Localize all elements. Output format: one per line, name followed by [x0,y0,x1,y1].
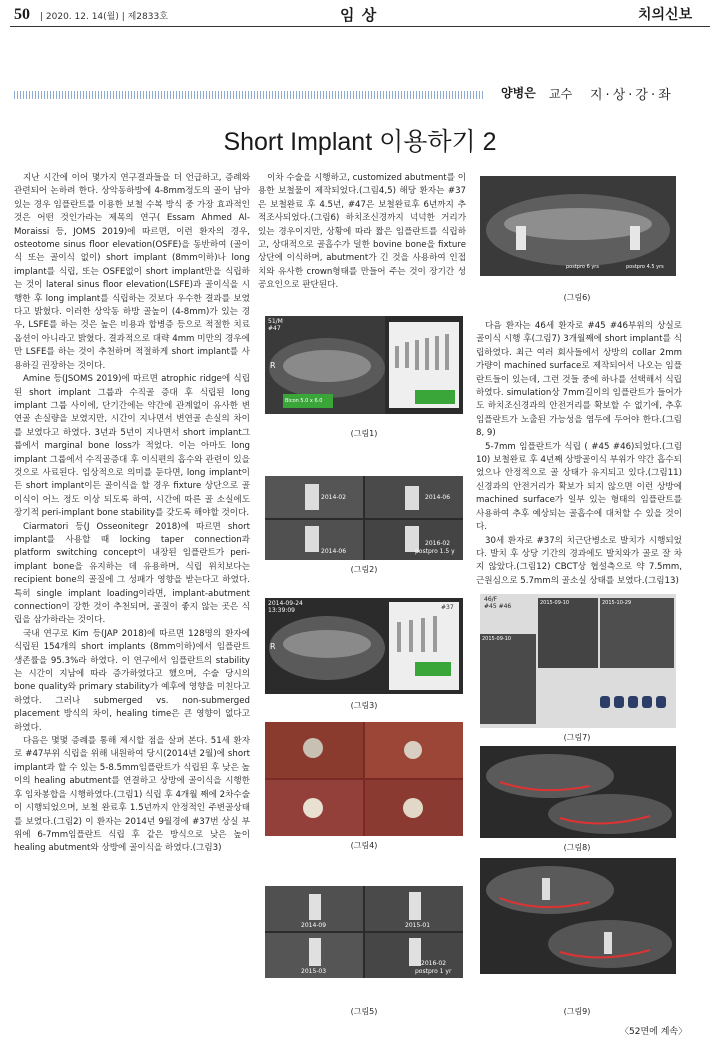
figure-label: 2015-03 [301,968,327,975]
cbct-xray-image [480,858,676,974]
figure-1-caption: (그림1) [350,429,378,438]
figure-5-caption: (그림5) [350,1007,378,1016]
figure-9-caption: (그림9) [563,1007,591,1016]
figure-label: postpro 6 yrs [566,264,599,270]
figure-label: 2015-01 [405,922,431,929]
figure-3 [265,598,463,694]
page-number: 50 [14,6,30,23]
publication-name: 치의신보 [638,7,693,23]
figure-label: 2014-02 [321,494,347,501]
figure-6-caption: (그림6) [563,293,591,302]
figure-9 [480,858,676,974]
figure-8 [480,746,676,838]
paragraph: Ciarmatori 등(J Osseonitegr 2018)에 따르면 short implant를 사용할 때 locking taper connection과 platform switching concept이 내장된 임플란트가 peri-implant bone을 유지하는 데 유용하며, 식립 위치보다는 recipient bone의 골질에 그 성패가 영향을 받는다고 하였다. 특히 single implant loading이라면, implant-abutment connection이 강한 것이 추천되며, 골질이 좋지 않는 곳은 식립을 삼가하라는 것이다. [14,521,250,626]
figure-label: postpro 1 yr [415,968,452,975]
article-column-1 [14,172,250,1024]
figure-label: 2014-06 [321,548,347,555]
figure-label: 2015-09-10 [540,600,570,606]
figure-4 [265,722,463,836]
figure-label: R [270,642,276,651]
paragraph: Amine 등(JSOMS 2019)에 따르면 atrophic ridge에 식립된 short implant 그룹과 수직골 증대 후 식립된 long implant 그룹 사이에, 단기간에는 약간에 관계없이 유사한 변연골 손실량을 보였지만, 시간이 지나면서 변연골 손실의 차이를 보였다고 하였다. 3년과 5년이 지나면서 short implant그룹에서 marginal bone loss가 적었다. 이는 아마도 long implant 그룹에서 수직골증대 후 이식편의 흡수와 관련이 있을 것으로 사료된다. 임상적으로 의미를 둔다면, long implant이든 short implant이든 골이식을 할 경우 fixture 상단으로 골이식이 어느 정도 이상 되도록 하여, 시간에 따른 골 소실에도 장기적 peri-implant bone stability를 갖도록 해야할 것이다. [14,374,250,519]
figure-label: postpro 1.5 y [415,548,455,555]
figure-1 [265,316,463,414]
figure-4-caption: (그림4) [350,841,378,850]
section-name: 임 상 [340,6,378,24]
figure-label: #45 #46 [484,603,512,610]
figure-label: #47 [268,325,281,332]
figure-2-caption: (그림2) [350,565,378,574]
figure-label: 2014-09-24 [268,600,303,607]
paragraph: 30세 환자로 #37의 치근단병소로 발치가 시행되었다. 발치 후 상당 기간의 경과에도 발치와가 골로 잘 차지 않았다.(그림12) CBCT상 협설측으로 약 7.5mm, 근원심으로 5.7mm의 골소실 상태를 보였다.(그림13) [476,535,682,586]
article-title: Short Implant 이용하기 2 [223,128,497,156]
author-title: 교수 [549,87,573,101]
figure-7 [480,594,676,728]
paragraph: 이차 수술을 시행하고, customized abutment를 이용한 보철물이 제작되었다.(그림4,5) 해당 환자는 #37은 보철완료 후 4.5년, #47은 보철완료후 6년까지 추적조사되었다.(그림6) 하치조신경까지 넉넉한 거리가 있는 경우이지만, 상황에 따라 짧은 임플란트를 식립하고, 상대적으로 골흡수가 덜한 bovine bone을 fixture상단에 이식하며, abutment가 긴 것을 사용하여 인접치와 유사한 crown형태를 만들어 주는 것이 장기간 성공요인으로 판단된다. [258,173,466,291]
figure-label: #37 [441,604,454,611]
figure-label: 13:39:09 [268,607,295,614]
intraoral-photo-image [265,722,463,836]
paragraph: 다음 환자는 46세 환자로 #45 #46부위의 상실로 골이식 시행 후(그림7) 3개월째에 short implant를 식립하였다. 최근 여러 회사들에서 상방의 collar 2mm가량이 machined surface로 제작되어서 나오는 임플란트들이 있는데, 그런 것들 중에 하나를 선택해서 식립하였다. simulation상 7mm길이의 임플란트가 들어가도 하치조신경과의 안전거리를 확보할 수 없기에, 추후 임플란트가 노출된 가능성을 염두에 두어야 한다.(그림8, 9) [476,321,682,439]
panoramic-xray-image [480,176,676,276]
author-name: 양병은 [501,86,536,100]
figure-label: 2014-09 [301,922,327,929]
figure-2 [265,476,463,560]
paragraph: 국내 연구로 Kim 등(JAP 2018)에 따르면 128명의 환자에 식립된 154개의 short implants (8mm이하)에서 임플란트 생존률을 95.3%라 하였다. 이 연구에서 임플란트의 stability는 시간이 지남에 따라 증가하였다고 했으며, 수술 당시의 bone quality와 primary stability가 예후에 영향을 미친다고 하였다. 그러나 submerged vs. non-submerged placement 방식의 차이, healing time은 큰 영향이 없다고 하였다. [14,628,250,733]
column-banner [14,88,714,102]
figure-6 [480,176,676,276]
cbct-xray-image [480,746,676,838]
figure-label: 2015-10-29 [602,600,632,606]
paragraph: 지난 시간에 이어 몇가지 연구결과들을 더 언급하고, 증례와 관련되어 논하려 한다. 상악동하방에 4-8mm정도의 골이 남아 있는 경우 임플란트를 이용한 보철 수복 방식 중 가장 효과적인 것은 어떤 것인가라는 제목의 연구( Essam Ahmed Al-Moraissi 등, JOMS 2019)에 따르면, 이런 환자의 경우, osteotome sinus floor elevation(OSFE)을 동반하여 (골이식 또는 골이식 없이) short implant (8mm이하)나 long implant를 식립, 또는 OSFE없이 short implant만을 식립하는 것이 lateral sinus floor elevation(LSFE)과 골이식을 시행한 후 long implant를 식립하는 것보다 우수한 결과를 보였다고 밝혔다. 이러한 상악동 하방 골높이 (4-8mm)가 있는 경우, LSFE를 하는 것은 높은 비용과 합병증 등으로 적절한 치료옵션이 아니라고 밝혔다. 결과적으로 대략 4mm 미만의 경우에만 LSFE를 하는 것이 추천하며 적절하게 short implant를 사용하길 권장하는 것이다. [14,173,250,371]
paragraph: 다음은 몇몇 증례를 통해 제시할 점을 살펴 본다. 51세 환자로 #47부위 식립을 위해 내원하여 당시(2014년 2월)에 short implant과 할 수 있는 5-8.5mm임플란트가 식립된 후 낮은 높이의 healing abutment를 연결하고 상방에 골이식을 시행한 후 임차봉합을 시행하였다.(그림1) 식립 후 4개월 째에 2차수술이 시행되었으며, 보철 완료후 1.5년까지 안정적인 주변골상태를 보였다.(그림2) 이 환자는 2014년 9월경에 #37번 상실 부위에 6-7mm임플란트 식립 후 같은 방식으로 낮은 높이 healing abutment와 상방에 골이식을 하였다.(그림3) [14,736,250,854]
continuation-note: 〈52면에 계속〉 [620,1027,688,1037]
paragraph: 5-7mm 임플란트가 식립 ( #45 #46)되었다.(그림10) 보철완료 후 4년째 상방골이식 부위가 약간 흡수되었으나 안정적으로 골 상태가 유지되고 있다.(그림11) 신경과의 안전거리가 확보가 되지 않으면 이런 상방에 machined surface가 일부 있는 형태의 임플란트를 사용하여 추후 예상되는 골흡수에 대처할 수 있을 것이다. [476,441,682,533]
figure-label: 46/F [484,596,498,603]
article-column-2 [258,172,466,312]
figure-3-caption: (그림3) [350,701,378,710]
figure-label: 2015-09-10 [482,636,512,642]
figure-label: 2014-06 [425,494,451,501]
figure-7-caption: (그림7) [563,733,591,742]
issue-date: | 2020. 12. 14(월) | 제2833호 [40,12,168,22]
figure-label: 51/M [268,318,283,325]
header-divider [10,26,710,27]
figure-label: Bicon 5.0 x 6.0 [285,398,323,404]
xray-composite-image [480,594,676,728]
figure-label: R [270,361,276,370]
figure-label: 2016-02 [425,540,451,547]
figure-label: postpro 4.5 yrs [626,264,664,270]
series-name: 지·상·강·좌 [590,88,674,103]
banner-stripes [14,91,484,99]
figure-8-caption: (그림8) [563,843,591,852]
figure-label: 2016-02 [421,960,447,967]
article-column-3 [476,320,682,588]
figure-5 [265,886,463,978]
